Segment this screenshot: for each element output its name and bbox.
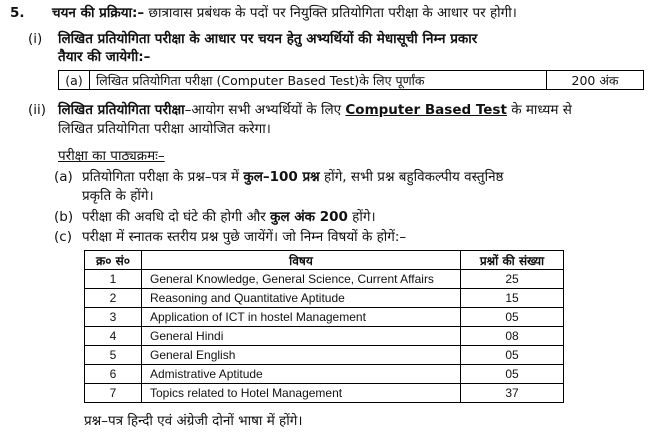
syllabus-b-pre: परीक्षा की अवधि दो घंटे की होगी और — [82, 209, 271, 225]
marks-table — [58, 70, 644, 90]
syllabus-a-marker: (a) — [54, 169, 73, 185]
syllabus-b-post: होंगे। — [347, 209, 376, 225]
row-questions: 05 — [461, 346, 564, 365]
row-serial: 5 — [85, 346, 142, 365]
row-questions: 05 — [461, 308, 564, 327]
item-ii-text-a: –आयोग सभी अभ्यर्थियों के लिए — [184, 102, 346, 118]
table-row — [85, 289, 564, 308]
row-questions: 15 — [461, 289, 564, 308]
syllabus-b-marker: (b) — [54, 209, 74, 225]
row-questions: 37 — [461, 384, 564, 403]
footer-note: प्रश्न–पत्र हिन्दी एवं अंग्रेजी दोनों भाषा में होंगे। — [84, 413, 303, 429]
syllabus-a-post: होंगे, सभी प्रश्न बहुविकल्पीय वस्तुनिष्ठ — [319, 169, 504, 185]
row-serial: 4 — [85, 327, 142, 346]
syllabus-a-bold: कुल–100 प्रश्न — [243, 169, 320, 185]
subjects-table-header — [85, 251, 564, 270]
table-row — [85, 365, 564, 384]
syllabus-a-line2: प्रकृति के होंगे। — [82, 188, 154, 204]
item-ii-text-b: के माध्यम से — [506, 102, 572, 118]
item-i-marker: (i) — [28, 31, 43, 47]
row-subject: Application of ICT in hostel Management — [142, 308, 461, 327]
item-ii-marker: (ii) — [28, 102, 47, 118]
row-serial: 7 — [85, 384, 142, 403]
table-row — [85, 384, 564, 403]
row-serial: 6 — [85, 365, 142, 384]
section-number: 5. — [10, 5, 25, 21]
item-ii-line2: लिखित प्रतियोगिता परीक्षा आयोजित करेगा। — [58, 121, 271, 137]
item-i-line2: तैयार की जायेगी:– — [58, 49, 151, 65]
header-serial: क्र० सं० — [85, 251, 142, 270]
row-questions: 08 — [461, 327, 564, 346]
table-row — [85, 346, 564, 365]
section-heading-text: छात्रावास प्रबंधक के पदों पर नियुक्ति प्रतियोगिता परीक्षा के आधार पर होगी। — [144, 5, 517, 21]
row-subject: General English — [142, 346, 461, 365]
section-heading-title: चयन की प्रक्रिया:– — [52, 5, 145, 21]
table-row — [85, 308, 564, 327]
marks-table-text: लिखित प्रतियोगिता परीक्षा (Computer Based Test)के लिए पूर्णांक — [90, 71, 547, 89]
syllabus-a-line1 — [82, 168, 504, 186]
syllabus-heading: परीक्षा का पाठ्यक्रमः– — [58, 148, 165, 164]
syllabus-a-pre: प्रतियोगिता परीक्षा के प्रश्न–पत्र में — [82, 169, 244, 185]
item-ii-bold-lead: लिखित प्रतियोगिता परीक्षा — [58, 102, 185, 118]
item-i-line1: लिखित प्रतियोगिता परीक्षा के आधार पर चयन हेतु अभ्यर्थियों की मेधासूची निम्न प्रकार — [58, 31, 478, 47]
row-questions: 25 — [461, 270, 564, 289]
marks-table-label: (a) — [59, 71, 90, 89]
row-subject: Reasoning and Quantitative Aptitude — [142, 289, 461, 308]
item-ii-line1 — [58, 101, 572, 119]
subjects-table — [84, 250, 564, 403]
syllabus-c-text: परीक्षा में स्नातक स्तरीय प्रश्न पुछे जायेंगें। जो निम्न विषयों के होगें:– — [82, 229, 407, 245]
section-heading — [52, 4, 517, 22]
syllabus-b-text — [82, 208, 376, 226]
header-questions: प्रश्नों की संख्या — [461, 251, 564, 270]
table-row — [85, 270, 564, 289]
header-subject: विषय — [142, 251, 461, 270]
row-subject: Admistrative Aptitude — [142, 365, 461, 384]
row-subject: General Hindi — [142, 327, 461, 346]
row-subject: Topics related to Hotel Management — [142, 384, 461, 403]
row-serial: 1 — [85, 270, 142, 289]
item-ii-cbt: Computer Based Test — [345, 102, 507, 118]
row-questions: 05 — [461, 365, 564, 384]
marks-table-marks: 200 अंक — [571, 72, 619, 88]
row-serial: 3 — [85, 308, 142, 327]
syllabus-c-marker: (c) — [54, 229, 72, 245]
syllabus-b-bold: कुल अंक 200 — [270, 209, 348, 225]
row-serial: 2 — [85, 289, 142, 308]
row-subject: General Knowledge, General Science, Current Affairs — [142, 270, 461, 289]
table-row — [85, 327, 564, 346]
